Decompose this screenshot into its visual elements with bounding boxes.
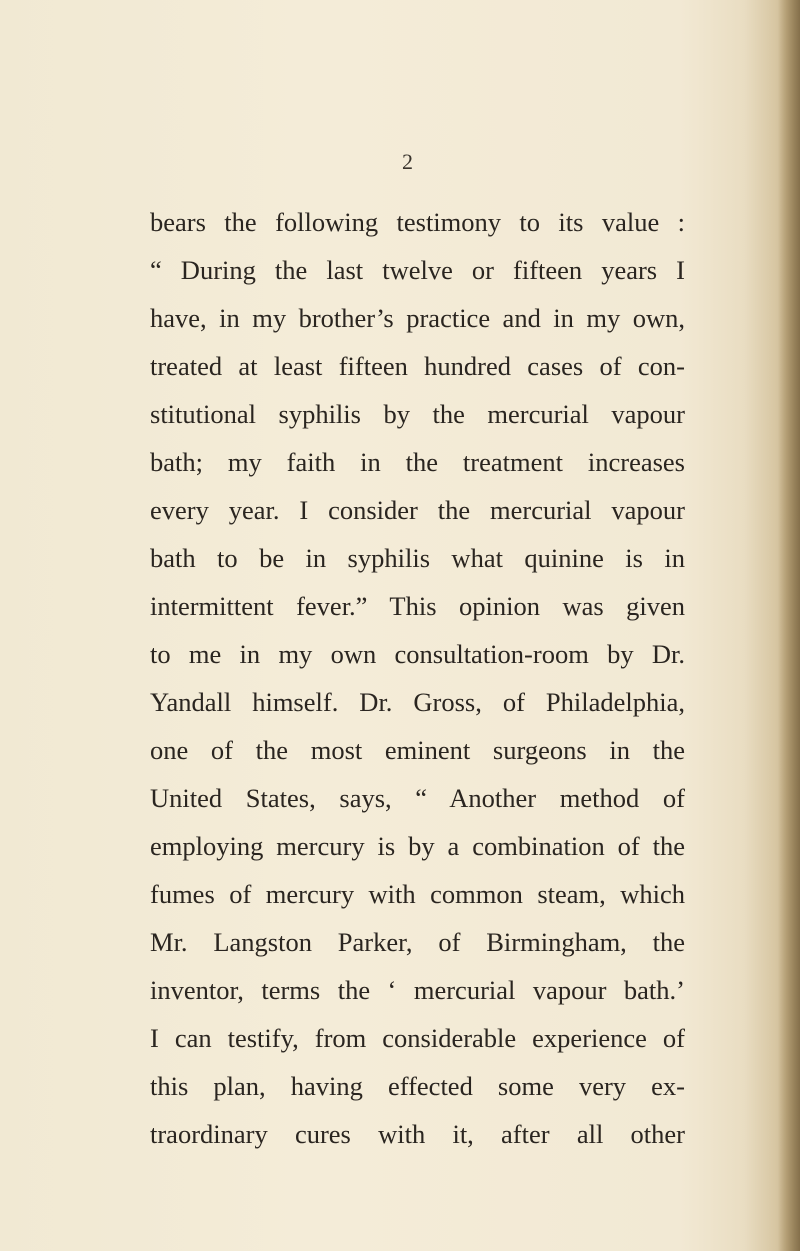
text-line: this plan, having effected some very ex- bbox=[150, 1071, 685, 1101]
text-line: I can testify, from considerable experience of bbox=[150, 1023, 685, 1053]
text-line: intermittent fever.” This opinion was given bbox=[150, 591, 685, 621]
text-line: traordinary cures with it, after all other bbox=[150, 1119, 685, 1149]
text-line: bath to be in syphilis what quinine is in bbox=[150, 543, 685, 573]
text-line: Yandall himself. Dr. Gross, of Philadelphia, bbox=[150, 687, 685, 717]
body-text bbox=[150, 198, 685, 1158]
text-line: bears the following testimony to its value : bbox=[150, 207, 685, 237]
text-line: to me in my own consultation-room by Dr. bbox=[150, 639, 685, 669]
text-line: employing mercury is by a combination of the bbox=[150, 831, 685, 861]
text-line: “ During the last twelve or fifteen years I bbox=[150, 255, 685, 285]
text-line: treated at least fifteen hundred cases of con- bbox=[150, 351, 685, 381]
text-line: inventor, terms the ‘ mercurial vapour bath.’ bbox=[150, 975, 685, 1005]
text-line: one of the most eminent surgeons in the bbox=[150, 735, 685, 765]
text-line: Mr. Langston Parker, of Birmingham, the bbox=[150, 927, 685, 957]
text-line: bath; my faith in the treatment increases bbox=[150, 447, 685, 477]
page-number: 2 bbox=[402, 149, 414, 174]
text-line: have, in my brother’s practice and in my own, bbox=[150, 303, 685, 333]
text-line: United States, says, “ Another method of bbox=[150, 783, 685, 813]
text-line: every year. I consider the mercurial vapour bbox=[150, 495, 685, 525]
text-line: fumes of mercury with common steam, which bbox=[150, 879, 685, 909]
page-spine-shadow bbox=[778, 0, 800, 1251]
text-line: stitutional syphilis by the mercurial vapour bbox=[150, 399, 685, 429]
